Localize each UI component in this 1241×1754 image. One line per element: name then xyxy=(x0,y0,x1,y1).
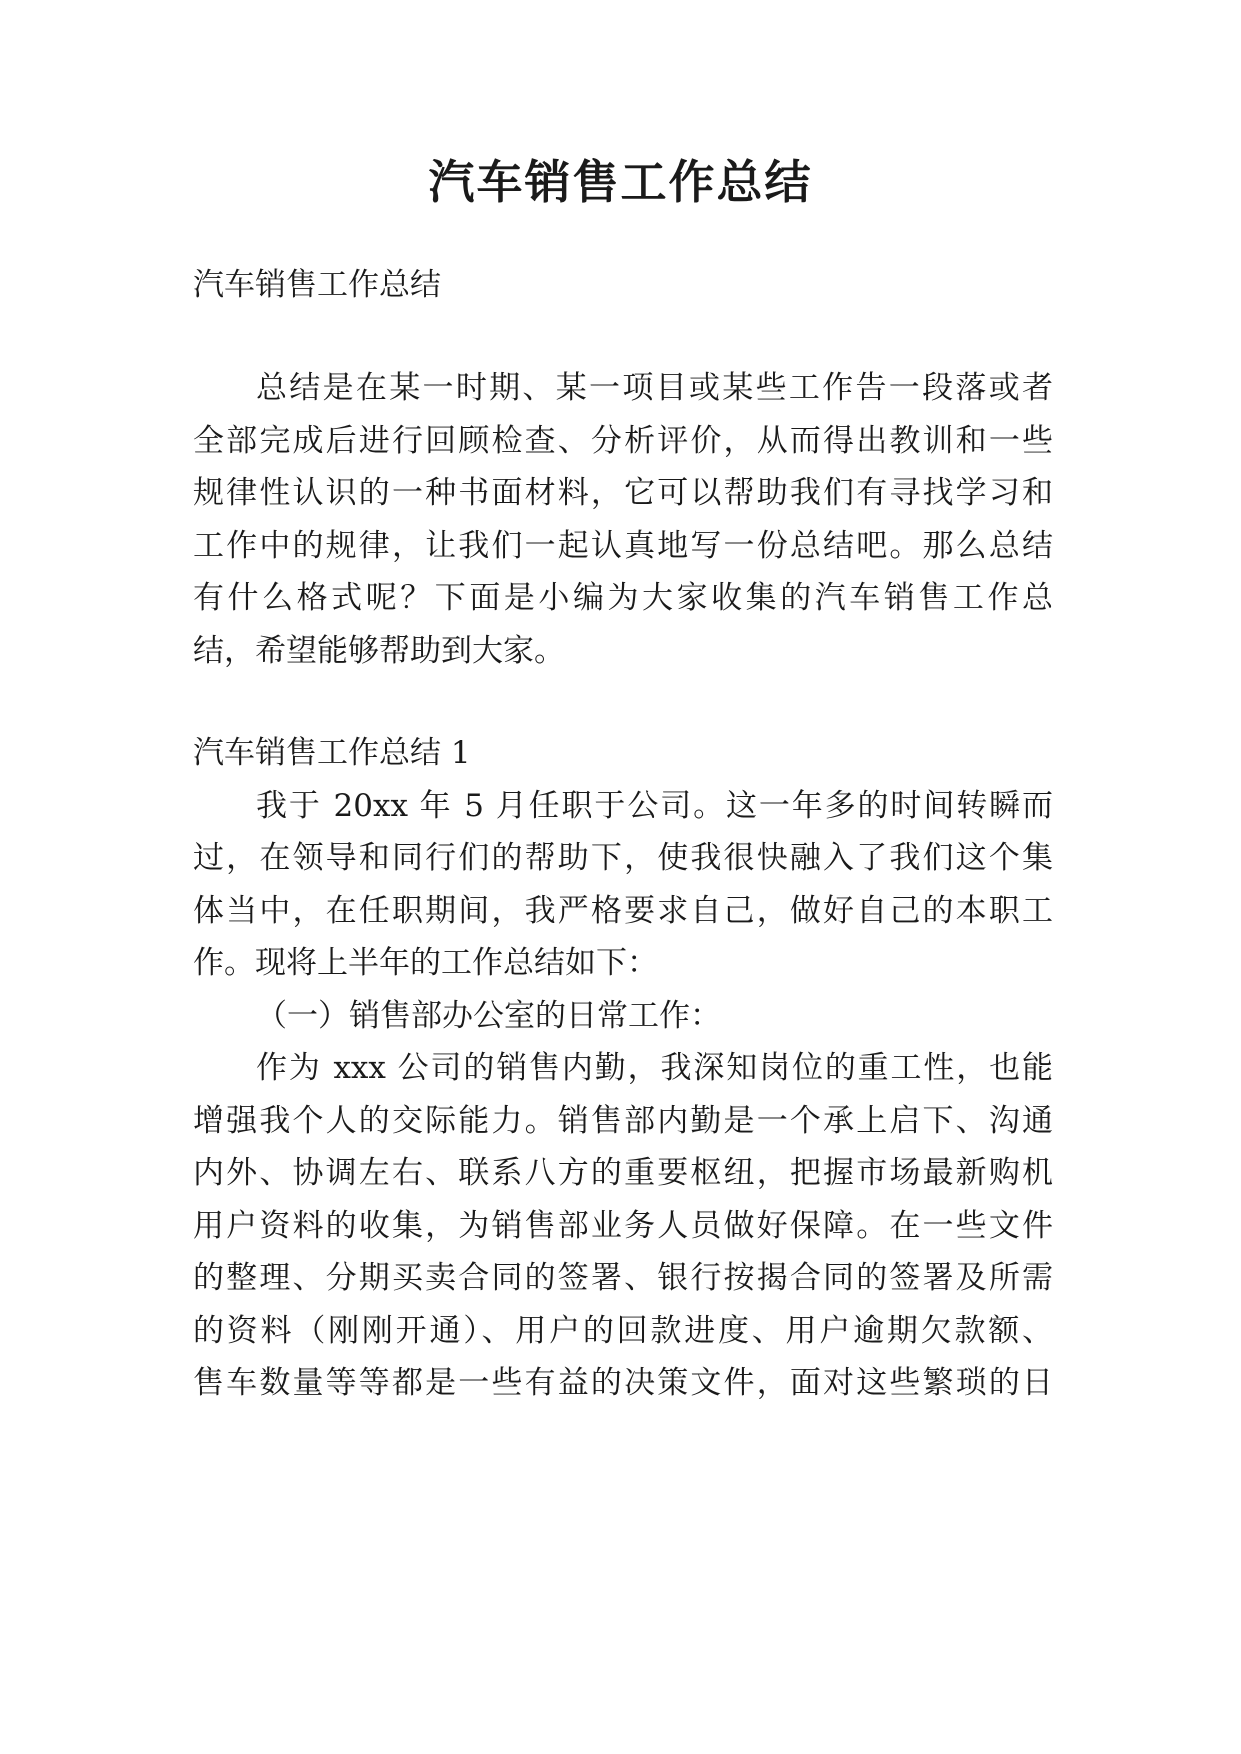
paragraph-line: 体当中，在任职期间，我严格要求自己，做好自己的本职工 xyxy=(193,893,1053,929)
section-heading: 汽车销售工作总结 1 xyxy=(193,735,471,771)
intro-line: 工作中的规律，让我们一起认真地写一份总结吧。那么总结 xyxy=(193,528,1053,564)
paragraph-line: 用户资料的收集，为销售部业务人员做好保障。在一些文件 xyxy=(193,1208,1053,1244)
paragraph-line: 我于 20xx 年 5 月任职于公司。这一年多的时间转瞬而 xyxy=(256,788,1053,824)
paragraph-line: 过，在领导和同行们的帮助下，使我很快融入了我们这个集 xyxy=(193,840,1053,876)
intro-line: 总结是在某一时期、某一项目或某些工作告一段落或者 xyxy=(256,370,1053,406)
intro-line: 全部完成后进行回顾检查、分析评价，从而得出教训和一些 xyxy=(193,423,1053,459)
subheading: （一）销售部办公室的日常工作： xyxy=(256,998,721,1034)
paragraph-line: 的整理、分期买卖合同的签署、银行按揭合同的签署及所需 xyxy=(193,1260,1053,1296)
intro-line: 规律性认识的一种书面材料，它可以帮助我们有寻找学习和 xyxy=(193,475,1053,511)
paragraph-line: 作。现将上半年的工作总结如下： xyxy=(193,945,658,981)
subtitle: 汽车销售工作总结 xyxy=(193,267,441,303)
intro-line: 结，希望能够帮助到大家。 xyxy=(193,633,565,669)
paragraph-line: 内外、协调左右、联系八方的重要枢纽，把握市场最新购机 xyxy=(193,1155,1053,1191)
paragraph-line: 的资料（刚刚开通）、用户的回款进度、用户逾期欠款额、 xyxy=(193,1313,1053,1349)
paragraph-line: 售车数量等等都是一些有益的决策文件，面对这些繁琐的日 xyxy=(193,1365,1053,1401)
intro-line: 有什么格式呢？下面是小编为大家收集的汽车销售工作总 xyxy=(193,580,1053,616)
paragraph-line: 作为 xxx 公司的销售内勤，我深知岗位的重工性，也能 xyxy=(256,1050,1053,1086)
paragraph-line: 增强我个人的交际能力。销售部内勤是一个承上启下、沟通 xyxy=(193,1103,1053,1139)
document-title: 汽车销售工作总结 xyxy=(428,155,813,209)
